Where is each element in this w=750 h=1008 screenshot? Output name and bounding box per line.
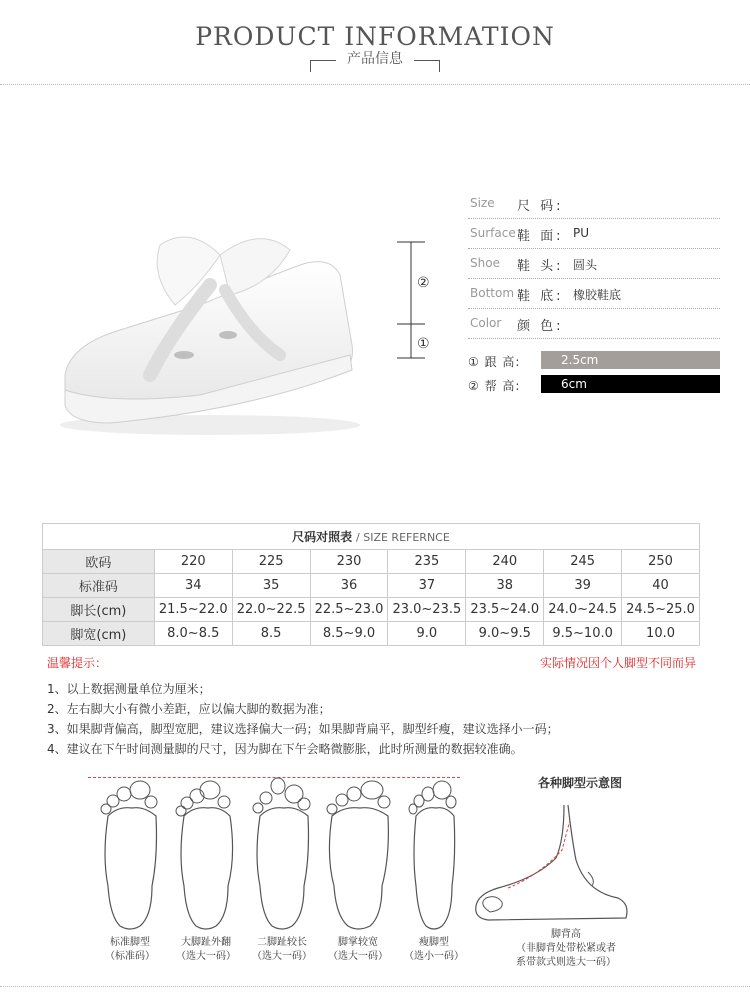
table-cell: 24.0~24.5 <box>544 598 622 622</box>
foot-type-label <box>394 936 474 964</box>
long-second-toe-foot-icon <box>246 776 318 936</box>
table-caption-cn: 尺码对照表 <box>292 530 353 544</box>
slim-foot-icon <box>398 776 470 936</box>
table-row <box>43 550 700 574</box>
table-row <box>43 574 700 598</box>
spec-cn-label: 鞋 头: <box>517 259 564 274</box>
table-cell: 9.0 <box>388 622 466 646</box>
upper-height-label: ② 帮 高: <box>468 379 521 393</box>
foot-type-advice: （标准码） <box>105 951 155 962</box>
table-cell: 225 <box>232 550 310 574</box>
shoe-image <box>50 225 370 440</box>
table-cell: 37 <box>388 574 466 598</box>
table-cell: 22.0~22.5 <box>232 598 310 622</box>
foot-type-advice: （选大一码） <box>176 951 236 962</box>
foot-type-advice: （选小一码） <box>404 951 464 962</box>
foot-type-name: 大脚趾外翻 <box>181 937 231 948</box>
spec-en-label: Size <box>470 196 495 210</box>
high-instep-foot-icon <box>468 800 648 925</box>
table-cell: 40 <box>622 574 700 598</box>
upper-height-bar: 6cm <box>541 375 720 393</box>
size-reference-table <box>42 523 700 646</box>
table-cell: 8.0~8.5 <box>154 622 232 646</box>
spec-en-label: Surface <box>470 226 516 240</box>
foot-type-advice: （选大一码） <box>252 951 312 962</box>
table-cell: 220 <box>154 550 232 574</box>
table-cell: 24.5~25.0 <box>622 598 700 622</box>
tips-disclaimer: 实际情况因个人脚型不同而异 <box>540 656 697 670</box>
table-cell: 39 <box>544 574 622 598</box>
upper-height-marker: ② <box>417 275 430 291</box>
table-cell: 36 <box>310 574 388 598</box>
spec-cn-label: 鞋 面: <box>517 229 564 244</box>
note-4: 4、建议在下午时间测量脚的尺寸，因为脚在下午会略微膨胀，此时所测量的数据较准确。 <box>47 742 523 756</box>
table-cell: 21.5~22.0 <box>154 598 232 622</box>
heel-height-row <box>468 351 720 369</box>
spec-cn-label: 颜 色: <box>517 319 564 334</box>
spec-row-sole <box>468 278 720 309</box>
footer-divider <box>0 986 750 987</box>
spec-value: 橡胶鞋底 <box>573 288 622 302</box>
caption-line: 脚背高 <box>551 929 581 940</box>
table-cell: 230 <box>310 550 388 574</box>
page-title: PRODUCT INFORMATION <box>195 22 555 51</box>
table-cell: 8.5~9.0 <box>310 622 388 646</box>
spec-cn-label: 鞋 底: <box>517 289 564 304</box>
table-cell: 235 <box>388 550 466 574</box>
table-cell: 10.0 <box>622 622 700 646</box>
table-cell: 22.5~23.0 <box>310 598 388 622</box>
table-cell: 38 <box>466 574 544 598</box>
foot-type-label <box>242 936 322 964</box>
spec-row-toe <box>468 248 720 279</box>
spec-value: PU <box>573 226 590 240</box>
table-row <box>43 622 700 646</box>
spec-value: 圆头 <box>573 258 598 272</box>
standard-foot-icon <box>94 776 166 936</box>
row-header: 标准码 <box>43 574 155 598</box>
spec-en-label: Color <box>470 316 502 330</box>
foot-diagram-title: 各种脚型示意图 <box>538 776 623 790</box>
foot-type-label <box>90 936 170 964</box>
table-cell: 23.0~23.5 <box>388 598 466 622</box>
table-cell: 240 <box>466 550 544 574</box>
upper-height-row <box>468 375 720 393</box>
heel-height-bar: 2.5cm <box>541 351 720 369</box>
table-row <box>43 598 700 622</box>
table-cell: 9.5~10.0 <box>544 622 622 646</box>
table-cell: 9.0~9.5 <box>466 622 544 646</box>
bunion-foot-icon <box>170 776 242 936</box>
row-header: 脚宽(cm) <box>43 622 155 646</box>
header-divider <box>0 84 750 85</box>
table-cell: 245 <box>544 550 622 574</box>
wide-foot-icon <box>322 776 394 936</box>
row-header: 欧码 <box>43 550 155 574</box>
heel-height-marker: ① <box>417 336 430 352</box>
table-caption-en: / SIZE REFERNCE <box>356 531 450 544</box>
spec-en-label: Shoe <box>470 256 500 270</box>
table-cell: 35 <box>232 574 310 598</box>
foot-type-label <box>318 936 398 964</box>
spec-row-color <box>468 308 720 339</box>
caption-line: （非脚背处带松紧或者 <box>516 943 616 954</box>
foot-type-name: 标准脚型 <box>110 937 150 948</box>
table-cell: 250 <box>622 550 700 574</box>
spec-row-size <box>468 188 720 219</box>
foot-type-name: 脚掌较宽 <box>338 937 378 948</box>
caption-line: 系带款式则选大一码） <box>516 957 616 968</box>
spec-en-label: Bottom <box>470 286 515 300</box>
note-2: 2、左右脚大小有微小差距，应以偏大脚的数据为准； <box>47 702 331 716</box>
table-cell: 23.5~24.0 <box>466 598 544 622</box>
tips-title: 温馨提示： <box>47 656 108 670</box>
foot-type-label <box>166 936 246 964</box>
foot-diagram-caption <box>496 928 636 970</box>
table-cell: 8.5 <box>232 622 310 646</box>
foot-type-name: 瘦脚型 <box>419 937 449 948</box>
note-3: 3、如果脚背偏高，脚型宽肥，建议选择偏大一码；如果脚背扁平，脚型纤瘦，建议选择小一码； <box>47 722 559 736</box>
spec-row-surface <box>468 218 720 249</box>
foot-type-name: 二脚趾较长 <box>257 937 307 948</box>
table-cell: 34 <box>154 574 232 598</box>
foot-type-advice: （选大一码） <box>328 951 388 962</box>
note-1: 1、以上数据测量单位为厘米； <box>47 682 211 696</box>
spec-cn-label: 尺 码: <box>517 199 564 214</box>
heel-height-label: ① 跟 高: <box>468 355 521 369</box>
row-header: 脚长(cm) <box>43 598 155 622</box>
table-caption <box>43 524 700 550</box>
page-subtitle: 产品信息 <box>347 51 403 67</box>
